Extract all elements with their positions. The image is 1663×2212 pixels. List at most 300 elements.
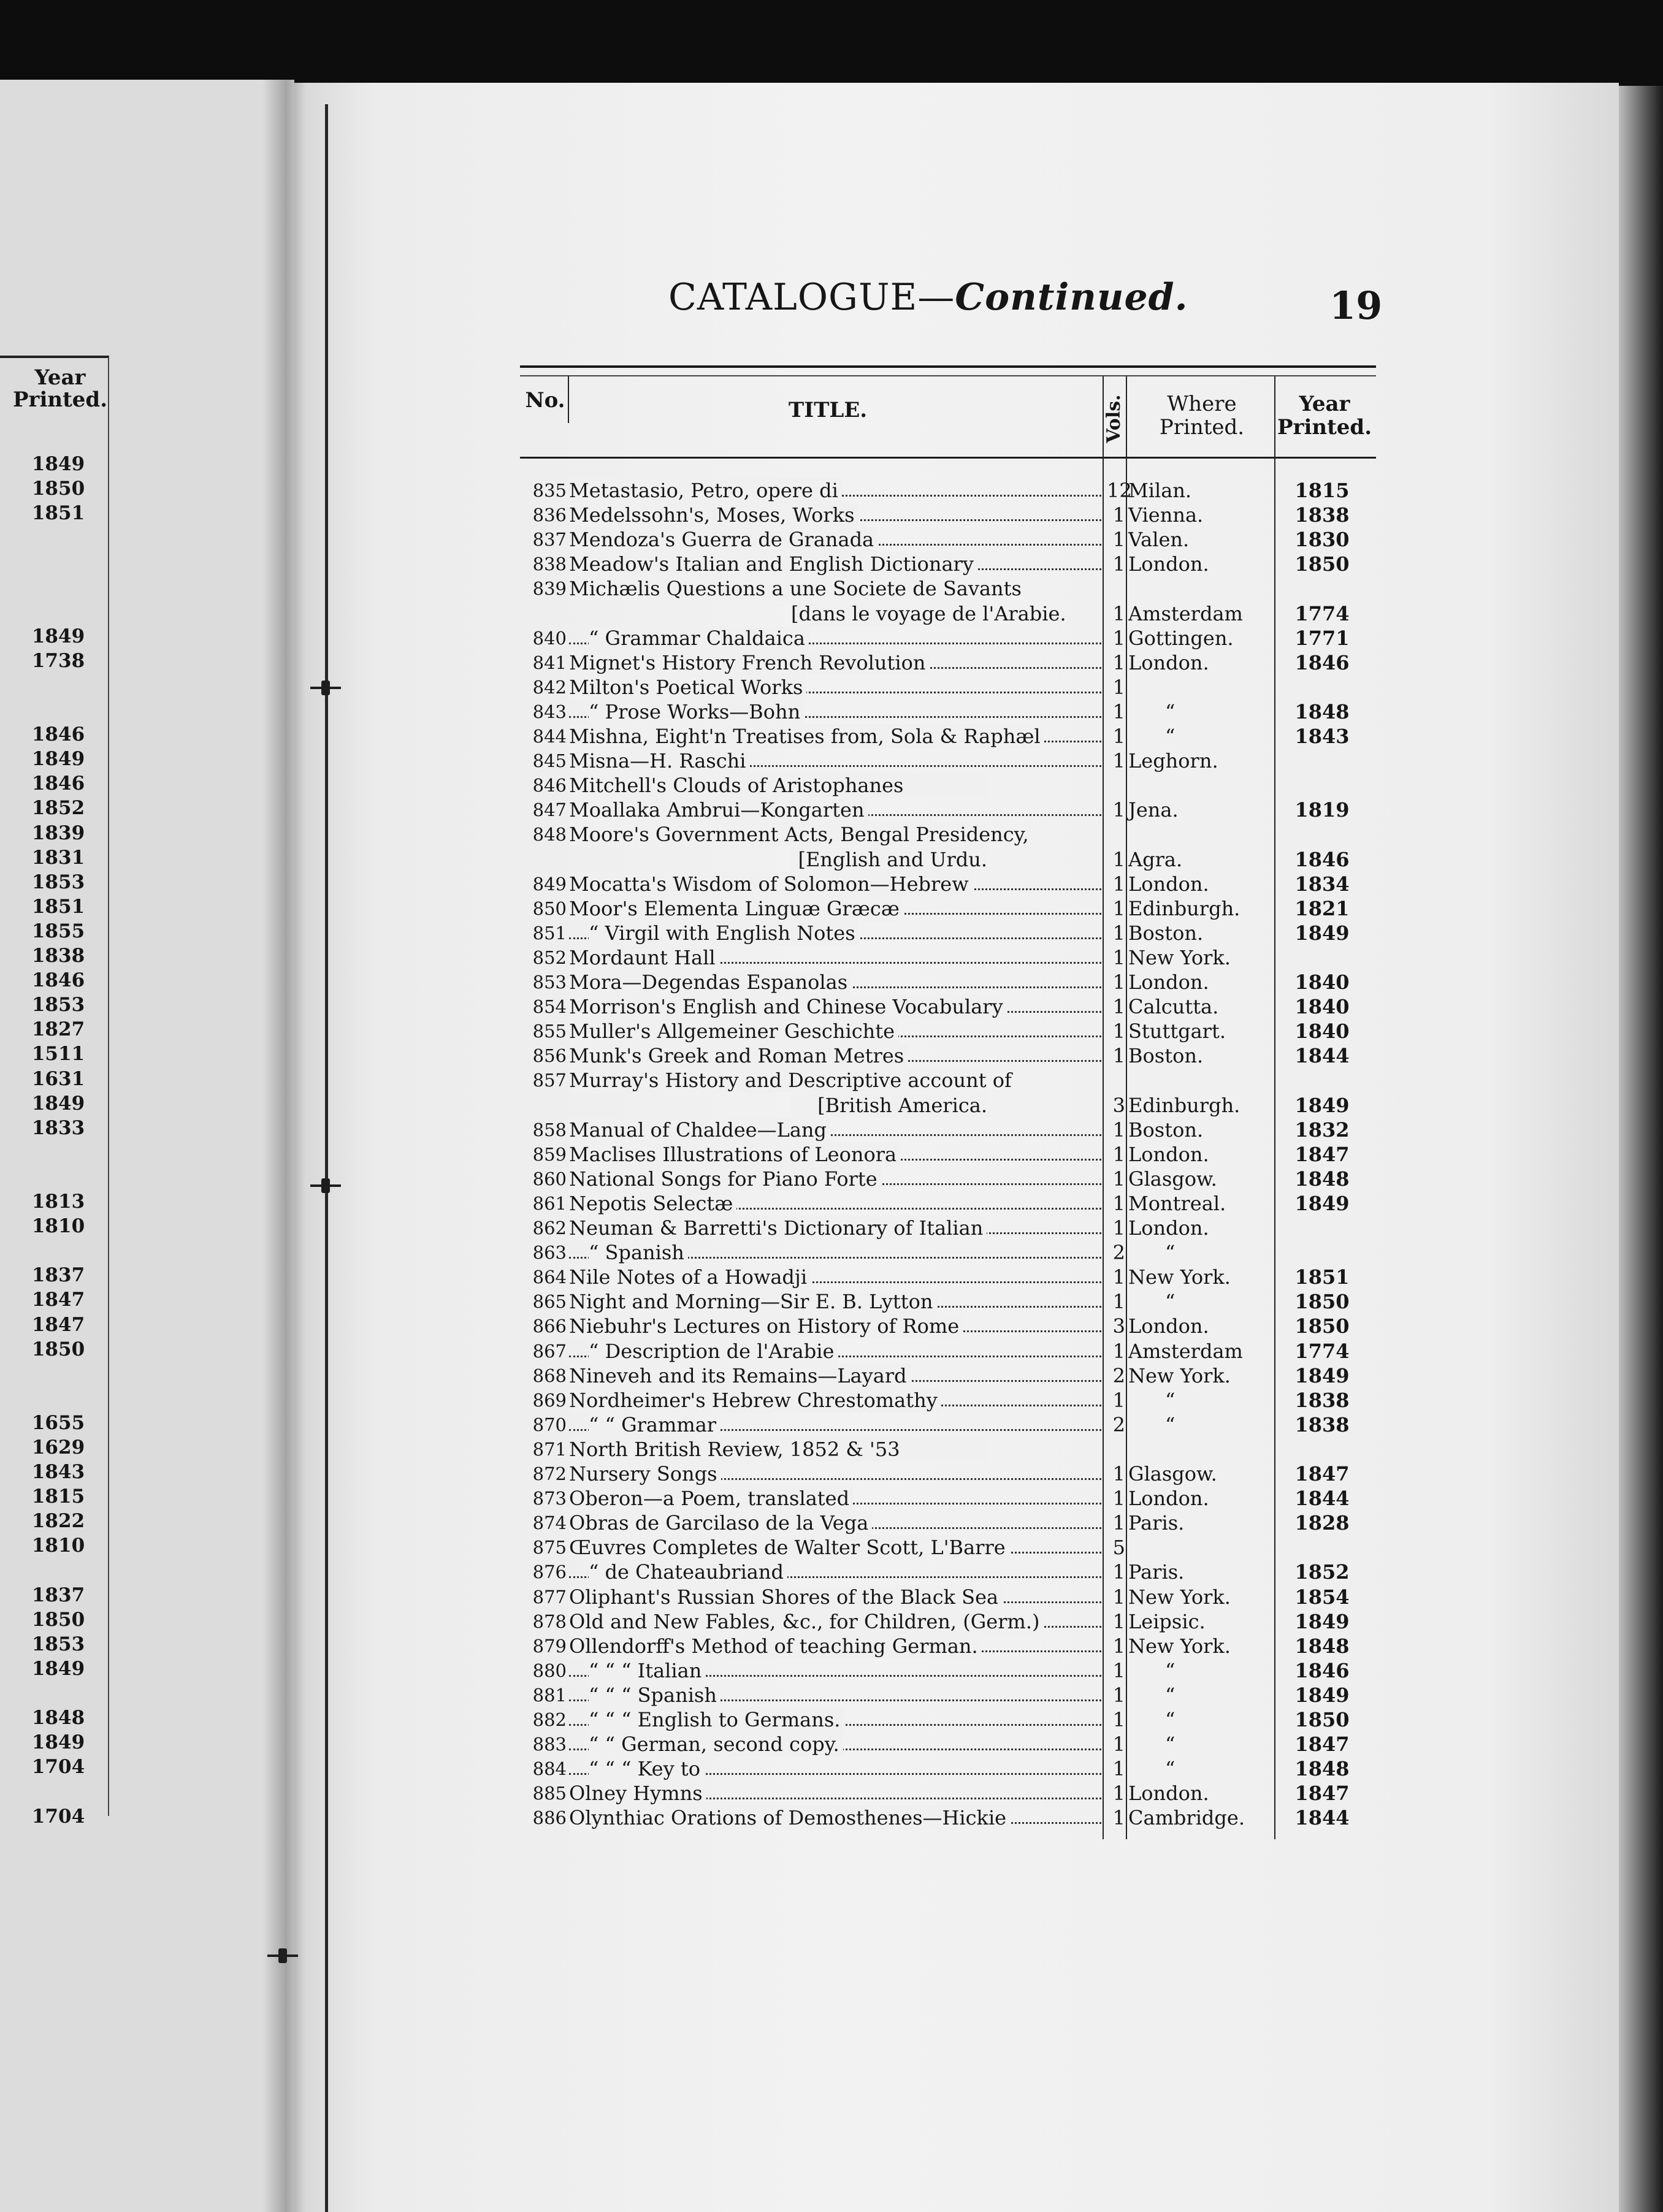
table-row: [503, 945, 1374, 970]
entry-place: “: [1165, 1413, 1176, 1436]
entry-volumes: 1: [1112, 700, 1125, 723]
entry-year: 1846: [1294, 650, 1350, 674]
entry-volumes: 1: [1112, 872, 1125, 896]
entry-number: 835: [532, 480, 567, 501]
left-year-value: 1849: [31, 1731, 85, 1754]
left-year-value: 1813: [31, 1191, 85, 1213]
left-year-value: 1851: [31, 502, 85, 525]
left-year-value: 1838: [31, 945, 85, 967]
entry-title: Metastasio, Petro, opere di: [569, 478, 842, 503]
table-row: [503, 1191, 1374, 1216]
left-year-value: 1849: [31, 453, 85, 475]
left-year-value: 1815: [31, 1485, 85, 1508]
entry-place: London.: [1128, 872, 1209, 896]
table-row: [503, 1363, 1374, 1388]
entry-number: 838: [532, 554, 567, 575]
entry-volumes: 12: [1107, 479, 1132, 502]
left-year-value: 1827: [31, 1018, 85, 1041]
entry-year: 1850: [1294, 552, 1350, 576]
left-year-value: 1837: [31, 1584, 85, 1606]
entry-number: 886: [532, 1807, 567, 1829]
entry-volumes: 1: [1112, 1487, 1125, 1511]
entry-place: Leghorn.: [1128, 749, 1218, 773]
entry-number: 854: [532, 996, 567, 1018]
entry-year: 1830: [1294, 528, 1350, 552]
entry-volumes: 1: [1112, 503, 1125, 527]
entry-title: [dans le voyage de l'Arabie.: [791, 601, 1066, 625]
entry-place: London.: [1128, 552, 1209, 576]
entry-number: 839: [532, 578, 567, 600]
entry-number: 836: [532, 505, 567, 526]
entry-place: Agra.: [1128, 847, 1183, 871]
entry-place: London.: [1128, 1142, 1209, 1166]
entry-place: Montreal.: [1128, 1191, 1226, 1215]
entry-number: 860: [532, 1168, 567, 1189]
entry-volumes: 3: [1112, 1314, 1125, 1338]
left-year-value: 1853: [31, 994, 85, 1016]
entry-year: 1852: [1294, 1560, 1350, 1584]
table-row: [503, 1535, 1374, 1560]
entry-title: National Songs for Piano Forte: [569, 1167, 881, 1191]
entry-volumes: 1: [1112, 1339, 1125, 1363]
entry-volumes: 2: [1112, 1363, 1125, 1387]
entry-year: 1847: [1294, 1462, 1350, 1485]
entry-volumes: 1: [1112, 1757, 1125, 1781]
entry-year: 1834: [1294, 872, 1350, 896]
page-title-continued: Continued.: [955, 276, 1188, 319]
entry-number: 868: [532, 1365, 567, 1386]
table-row: [503, 675, 1374, 700]
entry-year: 1840: [1294, 995, 1350, 1019]
left-year-value: 1846: [31, 969, 85, 992]
entry-volumes: 1: [1112, 1634, 1125, 1658]
entry-title: Mocatta's Wisdom of Solomon—Hebrew: [569, 872, 973, 896]
entry-volumes: 1: [1112, 945, 1125, 969]
table-row: [503, 1756, 1374, 1781]
entry-year: 1821: [1294, 896, 1350, 920]
entry-place: “: [1165, 1388, 1176, 1412]
entry-place: “: [1165, 725, 1176, 748]
left-year-value: 1850: [31, 478, 85, 500]
entry-year: 1846: [1294, 847, 1350, 871]
entry-number: 858: [532, 1119, 567, 1140]
left-year-value: 1850: [31, 1608, 85, 1631]
entry-place: “: [1165, 1241, 1176, 1265]
entry-volumes: 1: [1112, 626, 1125, 650]
entry-volumes: 1: [1112, 1118, 1125, 1142]
left-year-value: 1839: [31, 822, 85, 844]
entry-place: Calcutta.: [1128, 995, 1219, 1019]
entry-volumes: 1: [1112, 749, 1125, 773]
entry-year: 1844: [1294, 1487, 1350, 1511]
entry-volumes: 1: [1112, 528, 1125, 552]
entry-place: “: [1165, 1658, 1176, 1682]
left-year-value: 1704: [31, 1805, 85, 1828]
entry-volumes: 1: [1112, 1806, 1125, 1830]
column-header-title: TITLE.: [788, 398, 868, 422]
entry-volumes: 1: [1112, 1020, 1125, 1043]
table-row: [503, 1068, 1374, 1093]
table-row: [503, 626, 1374, 650]
entry-title: Murray's History and Descriptive account of: [569, 1069, 1012, 1093]
table-row: [503, 1314, 1374, 1338]
entry-number: 837: [532, 529, 567, 551]
entry-title: Obras de Garcilaso de la Vega: [569, 1511, 872, 1535]
entry-place: Glasgow.: [1128, 1167, 1217, 1191]
table-row: [503, 1437, 1374, 1462]
entry-title: Mendoza's Guerra de Granada: [569, 527, 877, 552]
left-year-value: 1850: [31, 1338, 85, 1360]
table-row: [503, 724, 1374, 749]
entry-place: Edinburgh.: [1128, 1093, 1241, 1117]
table-row: [503, 1289, 1374, 1314]
table-top-rule-thin: [520, 375, 1376, 376]
entry-title: “ Virgil with English Notes: [589, 921, 859, 945]
entry-place: Amsterdam: [1128, 1339, 1243, 1363]
entry-year: 1840: [1294, 971, 1350, 994]
entry-title: Manual of Chaldee—Lang: [569, 1118, 830, 1142]
entry-place: “: [1165, 1290, 1176, 1314]
entry-volumes: 3: [1112, 1093, 1125, 1117]
year-header-line1: Year: [1299, 392, 1350, 416]
entry-place: London.: [1128, 971, 1209, 994]
entry-place: “: [1165, 1757, 1176, 1781]
entry-place: London.: [1128, 1782, 1209, 1806]
left-year-value: 1833: [31, 1116, 85, 1139]
gutter-fold-line: [325, 104, 328, 2212]
entry-title: Nineveh and its Remains—Layard: [569, 1363, 911, 1388]
entry-year: 1843: [1294, 725, 1350, 748]
entry-year: 1840: [1294, 1020, 1350, 1043]
entry-volumes: 1: [1112, 921, 1125, 945]
entry-title: Night and Morning—Sir E. B. Lytton: [569, 1289, 937, 1314]
left-year-value: 1847: [31, 1289, 85, 1311]
table-row: [503, 576, 1374, 601]
table-row: [503, 1462, 1374, 1486]
entry-place: London.: [1128, 1216, 1209, 1240]
entry-title: Oliphant's Russian Shores of the Black Sea: [569, 1585, 1002, 1609]
entry-title: Nile Notes of a Howadji: [569, 1265, 811, 1289]
table-row: [503, 1707, 1374, 1732]
entry-volumes: 1: [1112, 1782, 1125, 1806]
entry-number: 866: [532, 1316, 567, 1337]
column-rule-no: [568, 376, 569, 423]
entry-volumes: 1: [1112, 1658, 1125, 1682]
entry-number: 855: [532, 1021, 567, 1042]
binding-stitch: [310, 1184, 341, 1187]
table-row: [503, 1634, 1374, 1658]
binding-stitch: [310, 687, 341, 689]
left-year-value: 1851: [31, 895, 85, 918]
left-column-rule: [108, 357, 109, 1816]
entry-volumes: 1: [1112, 601, 1125, 625]
entry-year: 1849: [1294, 1683, 1350, 1707]
entry-place: Vienna.: [1128, 503, 1204, 527]
entry-place: New York.: [1128, 1585, 1231, 1609]
entry-number: 885: [532, 1783, 567, 1804]
entry-number: 847: [532, 799, 567, 821]
entry-number: 840: [532, 627, 567, 649]
entry-place: “: [1165, 1683, 1176, 1707]
left-year-value: 1846: [31, 723, 85, 746]
table-row: [503, 1732, 1374, 1756]
entry-place: Stuttgart.: [1128, 1020, 1226, 1043]
entry-title: “ de Chateaubriand: [589, 1560, 787, 1584]
entry-place: London.: [1128, 1487, 1209, 1511]
left-year-value: 1846: [31, 772, 85, 795]
left-year-value: 1738: [31, 649, 85, 672]
entry-place: Gottingen.: [1128, 626, 1234, 650]
table-row: [503, 773, 1374, 798]
entry-number: 873: [532, 1488, 567, 1509]
left-year-value: 1810: [31, 1215, 85, 1238]
entry-volumes: 1: [1112, 1585, 1125, 1609]
left-year-value: 1810: [31, 1535, 85, 1557]
entry-year: 1819: [1294, 798, 1350, 822]
entry-place: New York.: [1128, 1265, 1231, 1289]
table-row: [503, 822, 1374, 847]
entry-number: 856: [532, 1045, 567, 1067]
entry-place: Milan.: [1128, 479, 1192, 502]
page-title-dash: —: [917, 276, 955, 319]
entry-title: North British Review, 1852 & '53: [569, 1437, 987, 1462]
entry-title: Neuman & Barretti's Dictionary of Italian: [569, 1216, 987, 1240]
entry-year: 1851: [1294, 1265, 1350, 1289]
entry-volumes: 5: [1112, 1536, 1125, 1560]
entry-title: Moore's Government Acts, Bengal Presidency,: [569, 823, 1029, 847]
entry-place: Boston.: [1128, 1044, 1204, 1068]
table-row: [503, 1560, 1374, 1584]
entry-year: 1847: [1294, 1782, 1350, 1806]
entry-place: Edinburgh.: [1128, 896, 1241, 920]
entry-volumes: 2: [1112, 1413, 1125, 1436]
entry-title: “ “ “ Key to: [589, 1756, 704, 1781]
left-year-header: [11, 367, 109, 411]
entry-year: 1844: [1294, 1044, 1350, 1068]
table-row: [503, 1511, 1374, 1535]
left-year-value: 1655: [31, 1411, 85, 1434]
entry-volumes: 1: [1112, 1191, 1125, 1215]
left-table-rule: [0, 356, 109, 358]
left-year-value: 1855: [31, 920, 85, 942]
table-row: [503, 1388, 1374, 1413]
entry-year: 1838: [1294, 1388, 1350, 1412]
table-row: [503, 1413, 1374, 1437]
table-row: [503, 1043, 1374, 1068]
entry-title: “ Prose Works—Bohn: [589, 700, 804, 724]
entry-place: Boston.: [1128, 1118, 1204, 1142]
left-year-value: 1843: [31, 1461, 85, 1484]
entry-volumes: 1: [1112, 1462, 1125, 1485]
left-year-value: 1822: [31, 1510, 85, 1533]
left-year-value: 1847: [31, 1313, 85, 1336]
entry-number: 850: [532, 898, 567, 919]
entry-year: 1828: [1294, 1511, 1350, 1535]
left-year-header-line2: Printed.: [12, 387, 108, 412]
entry-number: 851: [532, 922, 567, 944]
entry-place: Paris.: [1128, 1511, 1185, 1535]
table-row: [503, 601, 1374, 626]
entry-place: “: [1165, 1708, 1176, 1731]
entry-year: 1815: [1294, 479, 1350, 502]
table-row: [503, 1216, 1374, 1240]
entry-number: 881: [532, 1684, 567, 1706]
entry-place: Jena.: [1128, 798, 1179, 822]
entry-number: 865: [532, 1291, 567, 1313]
entry-place: Paris.: [1128, 1560, 1185, 1584]
entry-number: 844: [532, 726, 567, 747]
column-header-vols: Vols.: [1103, 394, 1125, 443]
table-row: [503, 478, 1374, 503]
entry-number: 857: [532, 1070, 567, 1091]
entry-title: “ “ German, second copy.: [589, 1732, 843, 1756]
entry-number: 849: [532, 873, 567, 894]
entry-title: Michælis Questions a une Societe de Savants: [569, 577, 1022, 601]
entry-place: Glasgow.: [1128, 1462, 1217, 1485]
entry-title: Mignet's History French Revolution: [569, 650, 929, 675]
entry-year: 1847: [1294, 1142, 1350, 1166]
table-row: [503, 1142, 1374, 1167]
entry-number: 874: [532, 1512, 567, 1534]
table-row: [503, 749, 1374, 773]
entry-place: New York.: [1128, 945, 1231, 969]
entry-volumes: 1: [1112, 1708, 1125, 1731]
entry-number: 862: [532, 1218, 567, 1238]
entry-year: 1846: [1294, 1658, 1350, 1682]
entry-title: “ “ Grammar: [589, 1413, 720, 1437]
entry-title: Mordaunt Hall: [569, 945, 719, 970]
entry-place: London.: [1128, 650, 1209, 674]
entry-title: Oberon—a Poem, translated: [569, 1486, 853, 1511]
entry-title: Old and New Fables, &c., for Children, (Germ.): [569, 1609, 1044, 1634]
entry-volumes: 1: [1112, 1290, 1125, 1314]
entry-number: 878: [532, 1611, 567, 1632]
entry-volumes: 1: [1112, 1683, 1125, 1707]
entry-volumes: 1: [1112, 847, 1125, 871]
left-year-header-line1: Year: [34, 365, 86, 390]
year-header-line2: Printed.: [1277, 415, 1372, 440]
entry-year: 1849: [1294, 1191, 1350, 1215]
page-edge-shadow: [1619, 86, 1663, 2212]
entry-volumes: 1: [1112, 1265, 1125, 1289]
entry-number: 853: [532, 972, 567, 993]
entry-title: Meadow's Italian and English Dictionary: [569, 552, 977, 576]
table-row: [503, 552, 1374, 576]
entry-place: “: [1165, 1733, 1176, 1756]
entry-volumes: 1: [1112, 552, 1125, 576]
entry-title: Niebuhr's Lectures on History of Rome: [569, 1314, 963, 1338]
entry-year: 1848: [1294, 700, 1350, 723]
entry-number: 852: [532, 947, 567, 968]
table-row: [503, 1339, 1374, 1363]
table-row: [503, 896, 1374, 921]
entry-title: Medelssohn's, Moses, Works: [569, 503, 858, 527]
entry-number: 871: [532, 1438, 567, 1460]
table-row: [503, 1658, 1374, 1683]
left-year-value: 1831: [31, 846, 85, 869]
entry-year: 1849: [1294, 921, 1350, 945]
entry-year: 1849: [1294, 1363, 1350, 1387]
where-header-line2: Printed.: [1159, 415, 1245, 440]
table-row: [503, 1585, 1374, 1609]
entry-year: 1849: [1294, 1093, 1350, 1117]
entry-number: 883: [532, 1734, 567, 1755]
entry-number: 884: [532, 1758, 567, 1780]
left-year-value: 1631: [31, 1067, 85, 1090]
entry-year: 1849: [1294, 1609, 1350, 1633]
entry-title: Maclises Illustrations of Leonora: [569, 1142, 900, 1167]
left-year-value: 1837: [31, 1264, 85, 1287]
entry-place: Boston.: [1128, 921, 1204, 945]
entry-number: 864: [532, 1267, 567, 1288]
entry-year: 1854: [1294, 1585, 1350, 1609]
left-year-value: 1849: [31, 748, 85, 771]
entry-year: 1850: [1294, 1290, 1350, 1314]
entry-volumes: 1: [1112, 1560, 1125, 1584]
entry-number: 870: [532, 1414, 567, 1435]
table-row: [503, 1265, 1374, 1289]
entry-number: 859: [532, 1143, 567, 1165]
entry-year: 1838: [1294, 503, 1350, 527]
left-year-value: 1848: [31, 1707, 85, 1730]
entry-volumes: 1: [1112, 1511, 1125, 1535]
entry-place: New York.: [1128, 1363, 1231, 1387]
entry-title: Mora—Degendas Espanolas: [569, 970, 851, 994]
entry-volumes: 1: [1112, 1142, 1125, 1166]
entry-title: “ “ “ English to Germans.: [589, 1707, 844, 1732]
column-header-no: No.: [525, 388, 565, 413]
entry-title: “ Grammar Chaldaica: [589, 626, 809, 650]
entry-number: 876: [532, 1562, 567, 1583]
entry-title: Muller's Allgemeiner Geschichte: [569, 1019, 898, 1043]
entry-year: 1847: [1294, 1733, 1350, 1756]
entry-title: Nepotis Selectæ: [569, 1191, 736, 1216]
column-header-year: [1275, 392, 1374, 439]
entry-number: 845: [532, 750, 567, 772]
entry-number: 869: [532, 1389, 567, 1411]
entry-title: [English and Urdu.: [791, 847, 987, 872]
entry-volumes: 1: [1112, 971, 1125, 994]
entry-place: Valen.: [1128, 528, 1190, 552]
entry-title: Olynthiac Orations of Demosthenes—Hickie: [569, 1806, 1010, 1830]
entry-number: 875: [532, 1537, 567, 1558]
table-row: [503, 650, 1374, 675]
entry-title: [British America.: [791, 1093, 987, 1118]
entry-number: 841: [532, 652, 567, 673]
left-year-value: 1849: [31, 625, 85, 647]
left-year-value: 1629: [31, 1436, 85, 1459]
table-top-rule: [520, 365, 1376, 368]
entry-title: Œuvres Completes de Walter Scott, L'Barre: [569, 1535, 1009, 1560]
table-row: [503, 1167, 1374, 1191]
entry-place: New York.: [1128, 1634, 1231, 1658]
entry-title: Munk's Greek and Roman Metres: [569, 1043, 908, 1068]
table-row: [503, 1486, 1374, 1511]
table-row: [503, 700, 1374, 724]
table-row: [503, 1683, 1374, 1707]
entry-year: 1850: [1294, 1708, 1350, 1731]
entry-year: 1850: [1294, 1314, 1350, 1338]
left-year-value: 1849: [31, 1092, 85, 1115]
entry-volumes: 1: [1112, 1167, 1125, 1191]
entry-title: Ollendorff's Method of teaching German.: [569, 1634, 982, 1658]
table-row: [503, 527, 1374, 552]
column-header-where: [1128, 392, 1275, 439]
entry-year: 1832: [1294, 1118, 1350, 1142]
entry-volumes: 1: [1112, 1733, 1125, 1756]
entry-place: Leipsic.: [1128, 1609, 1206, 1633]
table-row: [503, 1118, 1374, 1142]
